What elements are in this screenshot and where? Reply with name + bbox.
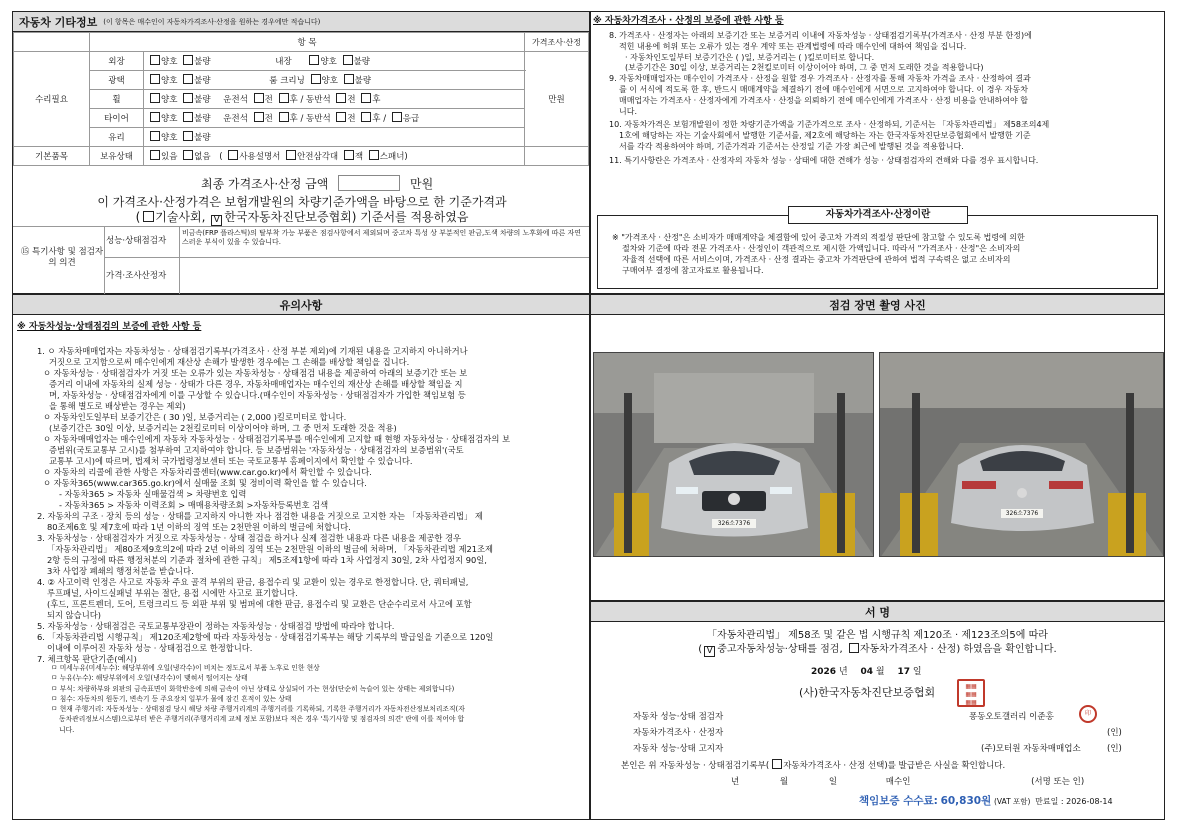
basis-line1: 이 가격조사·산정가격은 보험개발원의 차량기준가액을 바탕으로 한 기준가격과	[97, 195, 507, 209]
caution-line: 3차 사업장 폐쇄의 행정처분을 받습니다.	[47, 566, 194, 576]
caution-line: 거짓으로 고지함으로써 매수인에게 재산상 손해가 발생한 경우에는 그 손해를 배상할 책임을 집니다.	[49, 357, 410, 367]
front-label: 전	[347, 114, 356, 124]
checkbox[interactable]	[336, 93, 346, 103]
note-line: 10. 자동차가격은 보험개발원이 정한 차량기준가액을 기준가격으로 조사 · 산정하되, 기준서는 「자동차관리법」 제58조의4제	[609, 120, 1050, 130]
checkbox[interactable]	[343, 55, 353, 65]
rear-label: 후 / 동반석	[289, 114, 331, 124]
emergency-label: 응급	[402, 114, 420, 124]
caution-line: ㅇ 자동차인도일부터 보증기간은 ( 30 )일, 보증거리는 ( 2,000 )킬로미터로 합니다.	[43, 412, 347, 422]
good-label: 양호	[161, 95, 178, 105]
none-label: 없음	[194, 152, 211, 162]
sign-option-b: 자동차가격조사 · 산정) 하였음을 확인합니다.	[859, 644, 1057, 655]
caution-line: 2항 등의 규정에 따른 행정처분의 기준과 절차에 관한 규칙」 제5조제1항에 따라 1차 사업정지 30일, 2차 사업정지 90일,	[47, 555, 487, 565]
caution-line: (후드, 프론트펜더, 도어, 트렁크리드 등 외판 부위 및 범퍼에 대한 판금, 용접수리 및 교환은 단순수리로서 사고에 포함	[47, 599, 472, 609]
vehicle-info-table	[13, 32, 589, 166]
def-line: 구매여부 결정에 참고자료로 활용됩니다.	[622, 266, 764, 275]
good-label: 양호	[161, 133, 178, 143]
caution-line: ㅇ 자동차매매업자는 매수인에게 자동차 자동차성능 · 상태점검기록부를 매수인에게 고지할 때 현행 자동차성능 · 상태점검자의 보	[43, 434, 510, 444]
signature-header: 서 명	[591, 602, 1164, 622]
sign-month: 04	[860, 667, 874, 677]
row-gloss: 광택	[90, 71, 144, 90]
vehicle-info-header	[13, 12, 589, 32]
final-price-field[interactable]	[338, 175, 400, 191]
checkbox[interactable]	[150, 112, 160, 122]
price-def-title: 자동차가격조사·산정이란	[788, 206, 968, 224]
month-unit: 월	[875, 667, 885, 677]
caution-line: 5. 자동차성능 · 상태점검은 국토교통부장관이 정하는 자동차성능 · 상태점검 방법에 따라야 합니다.	[37, 621, 395, 631]
tri-label: 안전삼각대	[297, 152, 339, 162]
note-line: · 자동차인도일부터 보증기간은 ( )일, 보증거리는 ( )킬로미터로 합니다.	[625, 52, 875, 62]
row-interior: 내장	[275, 57, 292, 67]
note-line: 9. 자동차매매업자는 매수인이 가격조사 · 산정을 원할 경우 가격조사 · 산정자를 통해 자동차 가격을 조사 · 산정하여 결과	[609, 74, 1031, 84]
caution-line: 「자동차관리법」 제80조제9호의2에 따라 2년 이하의 징역 또는 2천만원 이하의 벌금에 처하며, 「자동차관리법 제21조제	[47, 544, 494, 554]
good-label: 양호	[320, 57, 337, 67]
sign-year: 2026	[811, 667, 837, 677]
ymd-year: 년	[731, 777, 740, 787]
checkbox[interactable]	[369, 150, 379, 160]
criteria-line: ㅁ 침수: 자동차의 원동기, 변속기 등 주요장치 일부가 물에 잠긴 흔적이 있는 상태	[51, 694, 292, 703]
bad-label: 불량	[194, 114, 211, 124]
criteria-list	[51, 663, 587, 735]
row-exterior: 외장	[90, 52, 144, 71]
tire-options	[144, 109, 525, 128]
inspector-row-value: 퐁동오토갤러리 이준홍	[969, 712, 1054, 722]
final-price-label: 최종 가격조사·산정 금액	[201, 177, 329, 191]
note-line: 적힌 내용에 허위 또는 오류가 있는 경우 계약 또는 관계법령에 따라 매수인에 대하여 책임을 집니다.	[619, 41, 967, 51]
criteria-line: ㅁ 누유(누수): 해당부위에서 오일(냉각수)이 맺혀서 떨어지는 상태	[51, 674, 248, 683]
rear-plate: 326소7376	[1005, 510, 1039, 517]
fee-label: 책임보증 수수료:	[859, 795, 938, 807]
driver-label: 운전석	[223, 114, 248, 124]
inspector-seal-icon: 印	[1079, 705, 1097, 723]
notifier-row-value: (주)모터원 자동차매매업소	[981, 744, 1081, 754]
checkbox[interactable]	[150, 55, 160, 65]
inspector-label: 성능·상태점검자	[106, 236, 167, 246]
caution-line: 며, 자동차성능 · 상태점검자에게 이를 구상할 수 있습니다.(매수인이 자동차성능 · 상태점검자가 가입한 책임보험 등	[49, 390, 466, 400]
caution-line: 3. 자동차성능 · 상태점검자가 거짓으로 자동차성능 · 상태 점검을 하거나 실제 점검한 내용과 다른 내용을 제공한 경우	[37, 533, 462, 543]
good-label: 양호	[321, 76, 338, 86]
checkbox[interactable]	[183, 112, 193, 122]
note-line: 니다.	[619, 106, 637, 116]
have-label: 있음	[161, 152, 178, 162]
caution-line: ㅇ 자동차의 리콜에 관한 사항은 자동차리콜센터(www.car.go.kr)에서 확인할 수 있습니다.	[43, 467, 372, 477]
caution-line: 6. 「자동차관리법 시행규칙」 제120조제2항에 따라 자동차성능 · 상태점검기록부는 해당 기록부의 발급일을 기준으로 120일	[37, 632, 494, 642]
appraiser-label: 가격·조사산정자	[106, 271, 167, 281]
photo-section	[590, 294, 1165, 601]
signature-section	[590, 601, 1165, 820]
row-own: 보유상태	[90, 147, 144, 166]
photo-header: 점검 장면 촬영 사진	[591, 295, 1164, 315]
exterior-options	[144, 52, 525, 71]
checkbox[interactable]	[344, 74, 354, 84]
caution-line: 80조제6호 및 제7호에 따라 1년 이하의 징역 또는 2천만원 이하의 벌금에 처합니다.	[47, 522, 351, 532]
checkbox[interactable]	[183, 150, 193, 160]
glass-options	[144, 128, 525, 147]
sign-line1: 「자동차관리법」 제58조 및 같은 법 시행규칙 제120조 · 제123조의5에 따라	[707, 630, 1048, 641]
checkbox[interactable]	[183, 55, 193, 65]
checkbox[interactable]	[286, 150, 296, 160]
checkbox[interactable]	[361, 93, 371, 103]
final-price-row	[201, 175, 501, 191]
checkbox[interactable]	[849, 643, 859, 653]
front-label: 전	[264, 114, 273, 124]
caution-line: 루프패널, 사이드실패널 부위는 절단, 용접 시에만 사고로 표기합니다.	[47, 588, 298, 598]
checkbox[interactable]	[311, 74, 321, 84]
note-line: (보증기간은 30일 이상, 보증거리는 2천킬로미터 이상이어야 하며, 그 중 먼저 도래한 것을 적용합니다)	[625, 63, 984, 73]
caution-line: - 자동차365 > 자동차 이력조회 > 매매용차량조회 >자동차등록번호 검색	[59, 500, 329, 510]
front-photo	[593, 352, 874, 557]
caution-line: - 자동차365 > 자동차 실매물검색 > 차량번호 입력	[59, 489, 247, 499]
basis-assoc: 한국자동차진단보증협회) 기준서를 적용하였음	[224, 210, 469, 224]
org-seal-icon: ▦▦ ▦▦ ▦▦	[957, 679, 985, 707]
criteria-line: 동차관리정보시스템)으로부터 받은 주행거리(주행거리계 교체 정보 포함)보다 적은 경우 '특기사항 및 점검자의 의견' 란에 이를 적어야 합	[59, 715, 465, 724]
checkbox[interactable]	[361, 112, 371, 122]
checkbox[interactable]	[309, 55, 319, 65]
checkbox-checked[interactable]: V	[704, 646, 715, 657]
day-unit: 일	[912, 667, 922, 677]
caution-line: 2. 자동차의 구조 · 장치 등의 성능 · 상태를 고지하지 아니한 자나 점검한 내용을 거짓으로 고지한 자는 「자동차관리법」 제	[37, 511, 483, 521]
cautions-list	[37, 346, 587, 665]
caution-line: 증범위(국토교통부 고시)를 첨부하여 고지하여야 합니다. 등 보증범위는 '자동차성능 · 상태점검자의 보증범위'(국토	[49, 445, 464, 455]
sign-day: 17	[897, 667, 911, 677]
checkbox[interactable]	[392, 112, 402, 122]
rear-label: 후 / 동반석	[289, 95, 331, 105]
checkbox[interactable]	[150, 93, 160, 103]
ymd-day: 일	[828, 777, 838, 787]
row-room: 룸 크리닝	[269, 76, 305, 86]
basis-tech: 기술사회,	[155, 210, 206, 224]
cautions-section	[12, 294, 590, 820]
def-line: 자율적 선택에 따른 서비스이며, 가격조사 · 산정 결과는 중고차 가격판단에 관하여 법적 구속력은 없고 소비자의	[622, 255, 1011, 264]
caution-line: 교통부 고시)에 따르며, 법제처 국가법령정보센터 또는 국토교통부 홈페이지에서 확인할 수 있습니다.	[49, 456, 413, 466]
driver-label: 운전석	[223, 95, 248, 105]
checkbox[interactable]	[183, 74, 193, 84]
caution-line: 증거리 이내에 자동차의 실제 성능 · 상태가 다른 경우, 자동차매매업자는 매수인의 재산상 손해를 배상할 책임을 지	[49, 379, 463, 389]
gloss-options	[144, 71, 525, 90]
sign-statement	[591, 629, 1164, 657]
checkbox[interactable]	[344, 150, 354, 160]
vehicle-info-subtitle: (이 항목은 매수인이 자동차가격조사·산정을 원하는 경우에만 적습니다)	[103, 17, 321, 26]
basis-line2	[13, 210, 591, 226]
final-price-unit: 만원	[410, 177, 434, 191]
col-price: 가격조사·산정	[525, 33, 589, 52]
criteria-line: ㅁ 현재 주행거리: 자동차성능 · 상태점검 당시 해당 차량 주행거리계의 주행거리를 기록하되, 기록한 주행거리가 자동차전산정보처리조직(자	[51, 705, 465, 714]
notifier-row-label: 자동차 성능·상태 고지자	[633, 744, 724, 754]
confirm-a: 본인은 위 자동차성능 · 상태점검기록부(	[621, 761, 770, 771]
ymd-month: 월	[779, 777, 789, 787]
confirm-b: 자동차가격조사 · 산정 선택)를 발급받은 사실을 확인합니다.	[783, 761, 1006, 771]
manual-label: 사용설명서	[239, 152, 281, 162]
front-label: 전	[264, 95, 273, 105]
note-line: 서를 각각 적용하여야 하며, 기준가격과 기준서는 산정일 기준 가장 최근에 발행된 것을 적용합니다.	[619, 141, 964, 151]
def-line: 절차와 기준에 따라 전문 가격조사 · 산정인이 객관적으로 제시한 가액입니다. 따라서 "가격조사 · 산정"은 소비자의	[622, 244, 1021, 253]
checkbox[interactable]	[183, 131, 193, 141]
wheel-options	[144, 90, 525, 109]
special-notes	[13, 226, 589, 294]
bad-label: 불량	[354, 76, 372, 86]
basic-label: 기본품목	[14, 147, 90, 166]
checkbox[interactable]	[772, 759, 782, 769]
caution-line: ㅇ 자동차365(www.car365.go.kr)에서 실매물 조회 및 정비이력 확인을 할 수 있습니다.	[43, 478, 367, 488]
cautions-title: ※ 자동차성능·상태점검의 보증에 관한 사항 등	[17, 322, 202, 332]
year-unit: 년	[838, 667, 848, 677]
caution-line: ㅇ 자동차성능 · 상태점검자가 거짓 또는 오류가 있는 자동차성능 · 상태점검 내용을 제공하여 아래의 보증기간 또는 보	[43, 368, 468, 378]
fee-value: 60,830원	[940, 795, 992, 807]
price-def-box	[597, 209, 1158, 289]
fee-vat: (VAT 포함)	[993, 797, 1031, 806]
note-line: 매매업자는 가격조사 · 산정자에게 가격조사 · 산정을 의뢰하기 전에 매수인에게 가격조사 · 산정 비용을 안내하여야 합	[619, 95, 1028, 105]
note-line: 1호에 해당하는 자는 기술사회에서 발행한 기준서를, 제2호에 해당하는 자는 한국자동차진단보증협회에서 발행한 기준	[619, 131, 1031, 141]
checkbox[interactable]	[336, 112, 346, 122]
buyer-confirm	[621, 759, 1161, 772]
col-item: 항 목	[90, 33, 525, 52]
note-line: 를 이 서식에 적도록 한 후, 반드시 매매계약을 체결하기 전에 매수인에게 서면으로 고지하여야 합니다. 이 경우 자동차	[619, 84, 1028, 94]
jack-label: 잭	[354, 152, 364, 162]
appraiser-seal-text: (인)	[1107, 728, 1122, 738]
bad-label: 불량	[194, 76, 211, 86]
checkbox[interactable]	[150, 150, 160, 160]
criteria-line: ㅁ 부식: 차량하부와 외판의 금속표면이 화학반응에 의해 금속이 아닌 상태로 상실되어 가는 현상(단순히 녹슬어 있는 상태는 제외합니다)	[51, 684, 455, 693]
vehicle-info-section	[12, 11, 590, 294]
checkbox[interactable]	[254, 112, 264, 122]
price-unit: 만원	[525, 52, 589, 147]
price-def-text	[612, 232, 1157, 276]
appraiser-row-label: 자동차가격조사 · 산정자	[633, 728, 724, 738]
checkbox[interactable]	[228, 150, 238, 160]
fee-expiry: 만료일 : 2026-08-14	[1035, 797, 1113, 806]
caution-line: (보증기간은 30일 이상, 보증거리는 2천킬로미터 이상이어야 하며, 그 중 먼저 도래한 것을 적용)	[49, 423, 397, 433]
caution-line: 을 통해 별도로 배상받는 경우는 제외)	[49, 401, 186, 411]
good-label: 양호	[161, 76, 178, 86]
rear-label: 후 /	[372, 114, 387, 124]
sign-option-a: 중고자동차성능·상태를 점검,	[717, 644, 843, 655]
front-label: 전	[347, 95, 356, 105]
notifier-seal-text: (인)	[1107, 744, 1122, 754]
bad-label: 불량	[194, 57, 211, 67]
basis-text	[13, 195, 591, 226]
row-glass: 유리	[90, 128, 144, 147]
caution-line: 이내에 이루어진 자동차 성능 · 상태점검으로 한정합니다.	[47, 643, 253, 653]
paren: (	[135, 210, 141, 224]
caution-line: 1. ㅇ 자동차매매업자는 자동차성능 · 상태점검기록부(가격조사 · 산정 부분 제외)에 기재된 내용을 고지하지 아니하거나	[37, 346, 468, 356]
checkbox[interactable]	[279, 93, 289, 103]
fee-row	[859, 796, 1159, 808]
caution-line: 4. ② 사고이력 인정은 사고로 자동차 주요 골격 부위의 판금, 용접수리 및 교환이 있는 경우로 한정합니다. 단, 쿼터패널,	[37, 577, 469, 587]
checkbox[interactable]	[150, 74, 160, 84]
buyer-sign: (서명 또는 인)	[1031, 777, 1085, 787]
checkbox[interactable]	[143, 211, 154, 222]
good-label: 양호	[161, 57, 178, 67]
buyer-label: 매수인	[885, 777, 911, 787]
vehicle-info-title: 자동차 기타정보	[19, 15, 98, 29]
def-line: ※ "가격조사 · 산정"은 소비자가 매매계약을 체결함에 있어 중고차 가격의 적절성 판단에 참고할 수 있도록 법령에 의한	[612, 233, 1025, 242]
buyer-row	[731, 777, 1131, 788]
caution-line: 7. 체크항목 판단기준(예시)	[37, 654, 137, 664]
note-line: 8. 가격조사 · 산정자는 아래의 보증기간 또는 보증거리 이내에 자동차성능 · 상태점검기록부(가격조사 · 산정 부분 한정)에	[609, 31, 1032, 40]
checkbox[interactable]	[279, 112, 289, 122]
sign-org: (사)한국자동차진단보증협회	[799, 686, 936, 699]
front-plate: 326소7376	[717, 520, 751, 527]
row-tire: 타이어	[90, 109, 144, 128]
sign-date	[811, 667, 922, 678]
price-notes-title: ※ 자동차가격조사 · 산정의 보증에 관한 사항 등	[593, 16, 784, 26]
inspector-row-label: 자동차 성능·상태 점검자	[633, 712, 724, 722]
checkbox[interactable]	[254, 93, 264, 103]
spanner-label: 스패너	[379, 152, 405, 162]
bad-label: 불량	[353, 57, 370, 67]
checkbox[interactable]	[183, 93, 193, 103]
rear-car-image	[880, 353, 1164, 557]
price-notes-section	[590, 11, 1165, 294]
row-wheel: 휠	[90, 90, 144, 109]
checkbox[interactable]	[150, 131, 160, 141]
criteria-line: ㅁ 미세누유(미세누수): 해당부위에 오일(냉각수)이 비치는 정도로서 부품 노후로 인한 현상	[51, 664, 320, 672]
inspector-note: 비금속(FRP 플라스틱)의 탈부착 가능 부품은 점검사항에서 제외되며 중고차 특성 상 부분적인 판금,도색 차량의 노후화에 따른 자연스러운 부식이 있을 수 있습니다.	[182, 229, 582, 246]
checkbox-checked[interactable]: V	[211, 215, 222, 226]
bad-label: 불량	[194, 95, 211, 105]
cautions-header: 유의사항	[13, 295, 589, 315]
own-options: 있음 없음 ( 사용설명서 안전삼각대 잭 스패너)	[144, 147, 525, 166]
repair-label: 수리필요	[14, 52, 90, 147]
note-line: 11. 특기사항란은 가격조사 · 산정자의 자동차 성능 · 상태에 대한 견해가 성능 · 상태점검자의 견해와 다를 경우 표시합니다.	[609, 155, 1039, 165]
sign-line2	[591, 643, 1164, 657]
criteria-line: 니다.	[59, 725, 75, 734]
special-label: ⑮ 특기사항 및 점검자의 의견	[20, 247, 104, 268]
price-notes-list	[609, 31, 1161, 167]
rear-photo	[879, 352, 1164, 557]
good-label: 양호	[161, 114, 178, 124]
bad-label: 불량	[194, 133, 211, 143]
rear-label: 후	[372, 95, 381, 105]
paren: (	[698, 644, 703, 655]
caution-line: 되지 않습니다)	[47, 610, 101, 620]
